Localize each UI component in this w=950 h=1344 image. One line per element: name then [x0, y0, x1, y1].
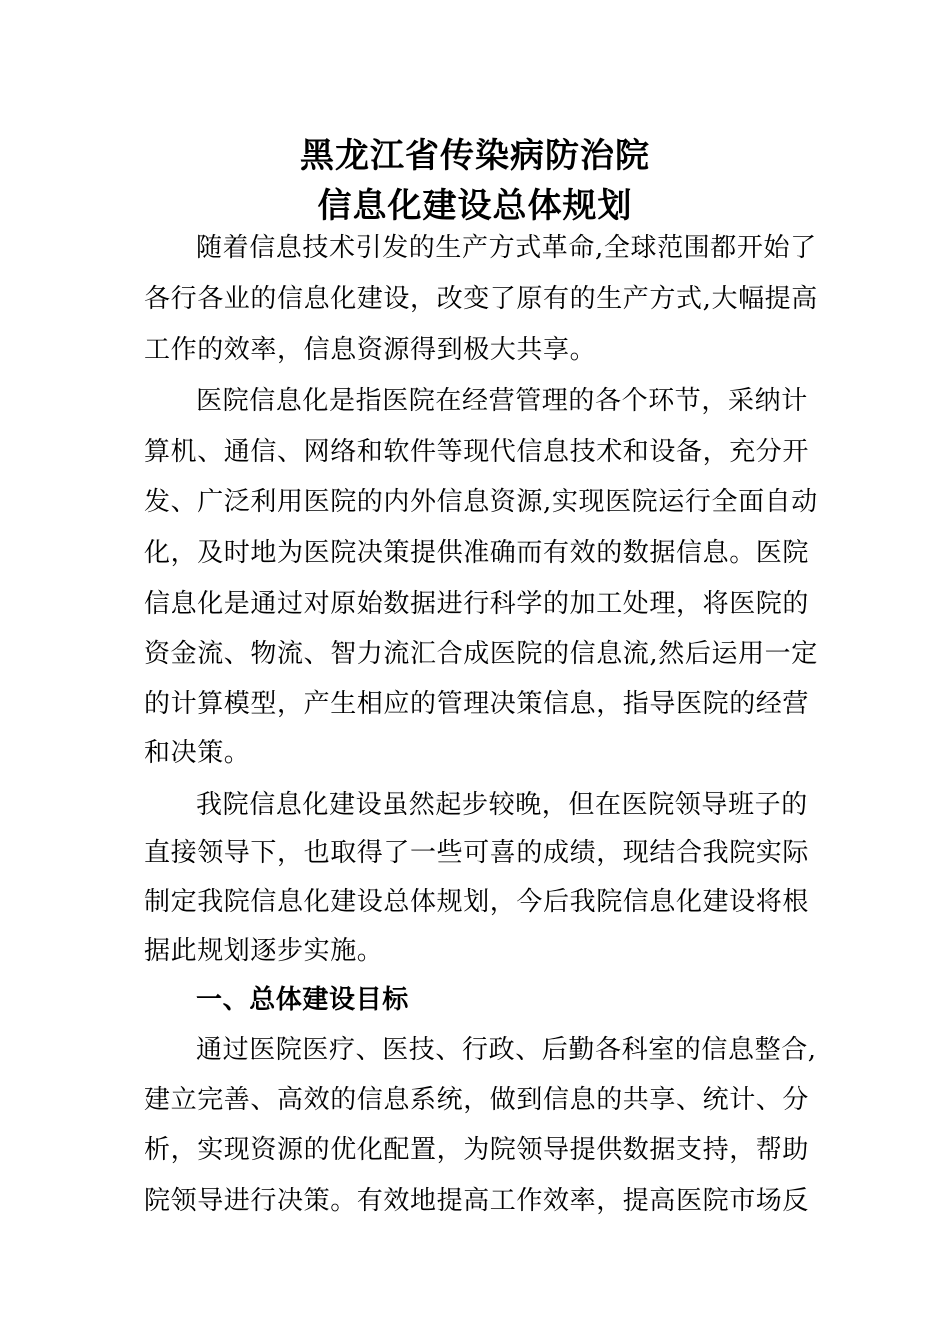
- paragraph-2-line-1: 医院信息化是指医院在经营管理的各个环节，采纳计: [196, 386, 808, 416]
- document-title-line-2: 信息化建设总体规划: [317, 186, 633, 226]
- paragraph-3-line-3: 制定我院信息化建设总体规划，今后我院信息化建设将根: [144, 887, 810, 917]
- paragraph-3-line-1: 我院信息化建设虽然起步较晚，但在医院领导班子的: [196, 790, 808, 820]
- paragraph-3-line-2: 直接领导下，也取得了一些可喜的成绩，现结合我院实际: [144, 838, 810, 868]
- paragraph-4-line-1: 通过医院医疗、医技、行政、后勤各科室的信息整合,: [196, 1035, 817, 1065]
- paragraph-4-line-4: 院领导进行决策。有效地提高工作效率，提高医院市场反: [144, 1186, 810, 1216]
- paragraph-3-line-4: 据此规划逐步实施。: [144, 936, 384, 966]
- paragraph-1-line-3: 工作的效率，信息资源得到极大共享。: [144, 335, 597, 365]
- paragraph-1-line-2: 各行各业的信息化建设，改变了原有的生产方式,大幅提高: [144, 284, 818, 314]
- paragraph-2-line-7: 的计算模型，产生相应的管理决策信息，指导医院的经营: [144, 689, 810, 719]
- document-title-line-1: 黑龙江省传染病防治院: [300, 136, 650, 176]
- paragraph-2-line-2: 算机、通信、网络和软件等现代信息技术和设备，充分开: [144, 437, 810, 467]
- paragraph-4-line-3: 析，实现资源的优化配置，为院领导提供数据支持，帮助: [144, 1135, 810, 1165]
- paragraph-4-line-2: 建立完善、高效的信息系统，做到信息的共享、统计、分: [144, 1085, 810, 1115]
- section-heading: 一、总体建设目标: [196, 985, 409, 1015]
- paragraph-2-line-8: 和决策。: [144, 738, 251, 768]
- paragraph-2-line-3: 发、广泛利用医院的内外信息资源,实现医院运行全面自动: [144, 487, 818, 517]
- paragraph-2-line-5: 信息化是通过对原始数据进行科学的加工处理，将医院的: [144, 589, 810, 619]
- paragraph-2-line-4: 化，及时地为医院决策提供准确而有效的数据信息。医院: [144, 538, 810, 568]
- paragraph-1-line-1: 随着信息技术引发的生产方式革命,全球范围都开始了: [196, 233, 817, 263]
- paragraph-2-line-6: 资金流、物流、智力流汇合成医院的信息流,然后运用一定: [144, 639, 818, 669]
